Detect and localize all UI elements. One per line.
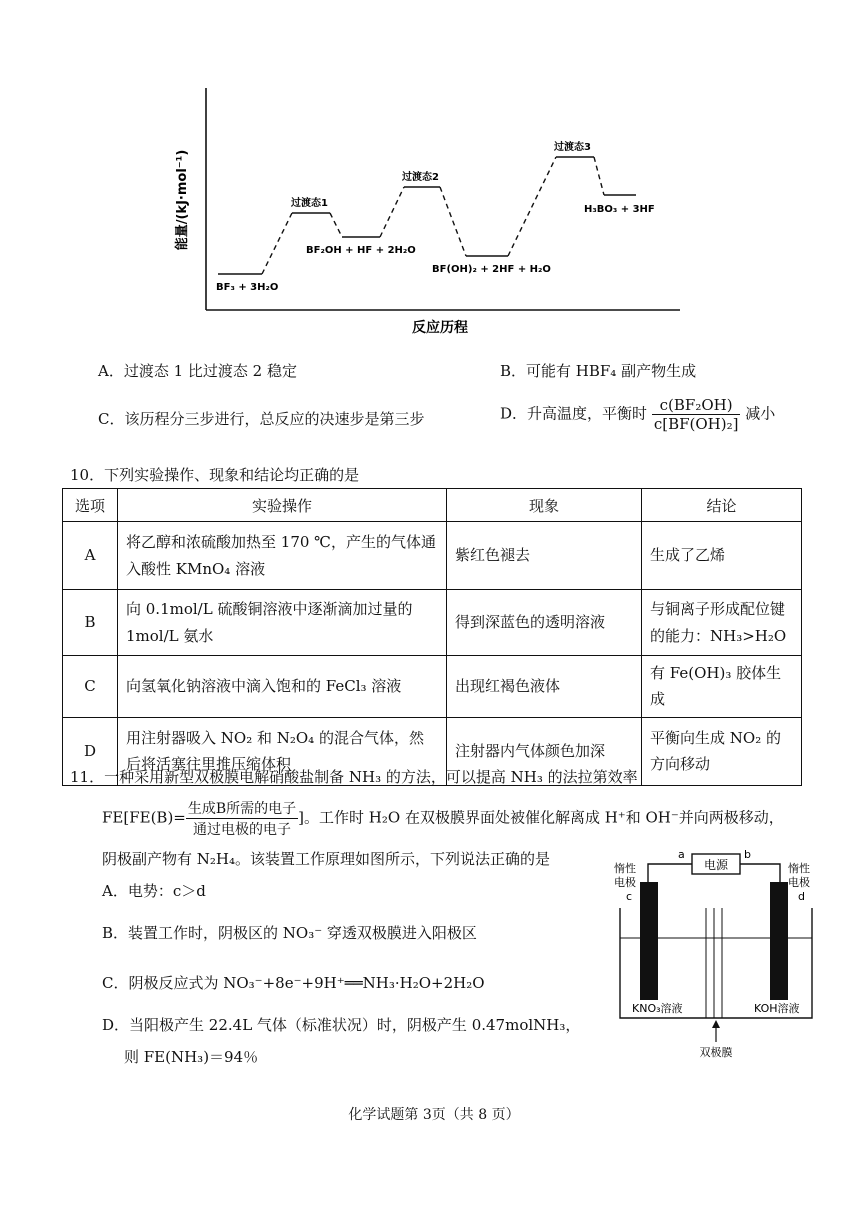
row-conclusion: 与铜离子形成配位键的能力：NH₃>H₂O xyxy=(642,590,802,656)
q9-option-c: C．该历程分三步进行，总反应的决速步是第三步 xyxy=(98,410,425,428)
right-electrode-label-1: 惰性 xyxy=(788,862,810,875)
row-operation: 向 0.1mol/L 硫酸铜溶液中逐渐滴加过量的 1mol/L 氨水 xyxy=(118,590,447,656)
q11-option-d-line1: D．当阳极产生 22.4L 气体（标准状况）时，阴极产生 0.47molNH₃， xyxy=(102,1016,581,1034)
q9-option-d-prefix: D．升高温度，平衡时 xyxy=(500,404,648,423)
q9-option-a: A．过渡态 1 比过渡态 2 稳定 xyxy=(98,362,297,380)
row-phenomenon: 得到深蓝色的透明溶液 xyxy=(447,590,642,656)
label-products: H₃BO₃ + 3HF xyxy=(584,204,655,215)
path-6 xyxy=(594,157,604,195)
q9-fraction-numerator: c(BF₂OH) xyxy=(652,396,741,415)
table-row xyxy=(63,590,802,656)
q11-fe-fraction xyxy=(186,798,298,839)
right-electrode-label-2: 电极 xyxy=(788,876,810,889)
row-operation: 向氢氧化钠溶液中滴入饱和的 FeCl₃ 溶液 xyxy=(118,656,447,718)
q11-line2 xyxy=(102,798,784,839)
row-phenomenon: 注射器内气体颜色加深 xyxy=(447,717,642,785)
q11-option-a: A．电势：c＞d xyxy=(102,882,206,900)
table-header-row xyxy=(63,489,802,522)
power-supply-label: 电源 xyxy=(703,858,729,872)
q10-stem: 10．下列实验操作、现象和结论均正确的是 xyxy=(70,466,360,484)
label-ts2: 过渡态2 xyxy=(402,172,439,183)
row-operation: 将乙醇和浓硫酸加热至 170 ℃，产生的气体通入酸性 KMnO₄ 溶液 xyxy=(118,522,447,590)
q11-option-d-line2: 则 FE(NH₃)＝94％ xyxy=(124,1048,259,1066)
membrane-label: 双极膜 xyxy=(699,1046,733,1059)
q9-fraction-denominator: c[BF(OH)₂] xyxy=(653,415,739,433)
terminal-b: b xyxy=(744,848,751,861)
q11-line3: 阴极副产物有 N₂H₄。该装置工作原理如图所示，下列说法正确的是 xyxy=(102,850,551,868)
path-4 xyxy=(440,187,466,256)
row-conclusion: 有 Fe(OH)₃ 胶体生成 xyxy=(642,656,802,718)
right-solution-label: KOH溶液 xyxy=(754,1002,800,1015)
header-phenomenon: 现象 xyxy=(447,489,642,522)
q11-option-b: B．装置工作时，阴极区的 NO₃⁻ 穿透双极膜进入阳极区 xyxy=(102,924,477,942)
header-operation: 实验操作 xyxy=(118,489,447,522)
path-2 xyxy=(330,213,342,237)
left-solution-label: KNO₃溶液 xyxy=(632,1002,683,1015)
terminal-d: d xyxy=(798,890,805,903)
row-phenomenon: 出现红褐色液体 xyxy=(447,656,642,718)
energy-profile-diagram xyxy=(170,80,690,340)
q11-line1: 11．一种采用新型双极膜电解硝酸盐制备 NH₃ 的方法，可以提高 NH₃ 的法拉第效率 xyxy=(70,768,638,786)
electrolysis-cell-diagram xyxy=(608,842,820,1064)
header-conclusion: 结论 xyxy=(642,489,802,522)
terminal-a: a xyxy=(678,848,685,861)
q11-fe-suffix: ]。工作时 H₂O 在双极膜界面处被催化解离成 H⁺和 OH⁻并向两极移动， xyxy=(298,808,784,827)
membrane-arrow-head xyxy=(712,1020,720,1028)
label-intermediate1: BF₂OH + HF + 2H₂O xyxy=(306,245,416,256)
terminal-c: c xyxy=(626,890,633,903)
wire-right xyxy=(740,864,780,882)
page-footer: 化学试题第 3页（共 8 页） xyxy=(348,1107,520,1123)
label-reactants: BF₃ + 3H₂O xyxy=(216,282,279,293)
row-phenomenon: 紫红色褪去 xyxy=(447,522,642,590)
table-row xyxy=(63,522,802,590)
q11-fe-numerator: 生成B所需的电子 xyxy=(186,798,298,819)
cathode-electrode xyxy=(640,882,658,1000)
row-option: D xyxy=(63,717,118,785)
q9-option-d-suffix: 减小 xyxy=(745,404,776,423)
row-option: A xyxy=(63,522,118,590)
path-3 xyxy=(380,187,404,237)
header-option: 选项 xyxy=(63,489,118,522)
table-row xyxy=(63,656,802,718)
path-5 xyxy=(508,157,556,256)
q9-option-b: B．可能有 HBF₄ 副产物生成 xyxy=(500,362,697,380)
label-ts3: 过渡态3 xyxy=(554,142,591,153)
anode-electrode xyxy=(770,882,788,1000)
q11-fe-prefix: FE[FE(B)= xyxy=(102,808,186,827)
y-axis-label: 能量/(kJ·mol⁻¹) xyxy=(175,149,190,251)
q9-option-d-fraction xyxy=(652,396,741,433)
q9-option-d xyxy=(500,396,775,433)
row-conclusion: 平衡向生成 NO₂ 的方向移动 xyxy=(642,717,802,785)
x-axis-label: 反应历程 xyxy=(412,320,468,336)
q11-fe-denominator: 通过电极的电子 xyxy=(193,822,292,838)
q11-option-c: C．阴极反应式为 NO₃⁻+8e⁻+9H⁺══NH₃·H₂O+2H₂O xyxy=(102,974,485,992)
row-option: C xyxy=(63,656,118,718)
row-option: B xyxy=(63,590,118,656)
label-ts1: 过渡态1 xyxy=(291,198,328,209)
q10-table xyxy=(62,488,802,786)
row-operation: 用注射器吸入 NO₂ 和 N₂O₄ 的混合气体，然后将活塞往里推压缩体积 xyxy=(118,717,447,785)
left-electrode-label-2: 电极 xyxy=(614,876,636,889)
left-electrode-label-1: 惰性 xyxy=(614,862,636,875)
row-conclusion: 生成了乙烯 xyxy=(642,522,802,590)
label-intermediate2: BF(OH)₂ + 2HF + H₂O xyxy=(432,264,551,275)
wire-left xyxy=(648,864,692,882)
path-1 xyxy=(262,213,292,274)
